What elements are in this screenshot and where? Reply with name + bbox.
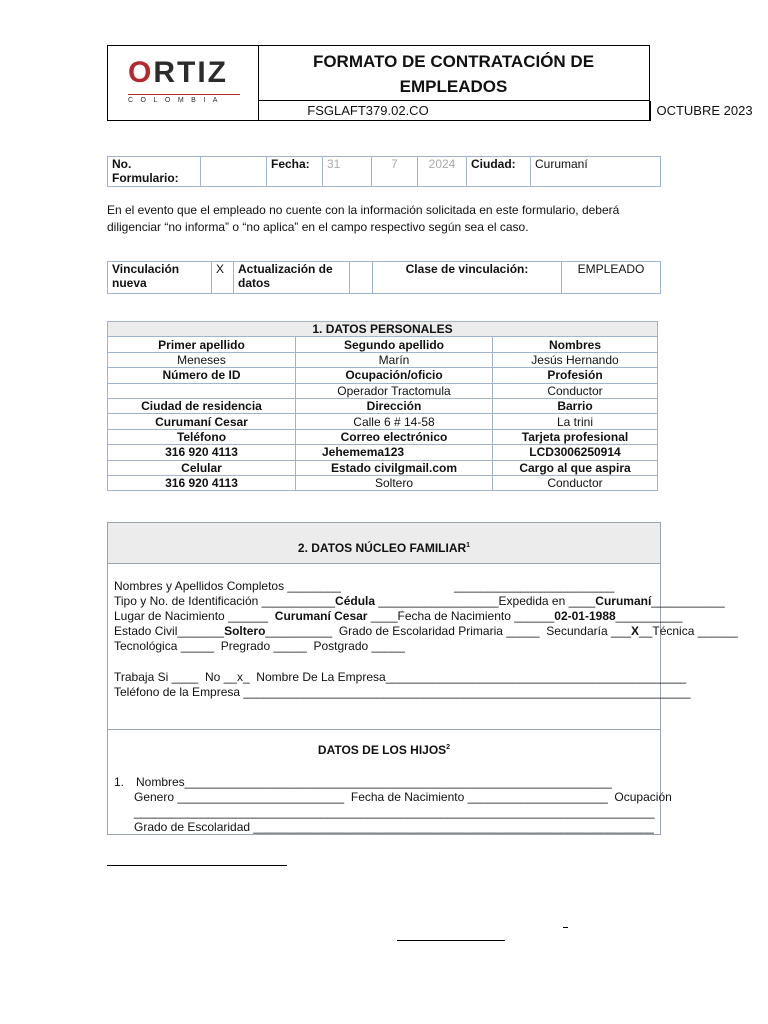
dp-header: Correo electrónico <box>296 429 493 444</box>
logo <box>108 46 259 120</box>
date-day-field[interactable]: 31 <box>323 157 372 187</box>
dp-value[interactable]: LCD3006250914 <box>493 445 658 460</box>
line-value: Curumaní <box>595 594 652 608</box>
dp-value[interactable]: Jehemema123 <box>296 445 493 460</box>
child-occupation-line[interactable]: ______________________________________________________________________________ <box>134 805 655 819</box>
dp-header: Ciudad de residencia <box>108 398 296 413</box>
datos-familiar-section <box>107 522 738 835</box>
vinculacion-table <box>107 261 661 294</box>
line-text: ___________ <box>651 594 725 608</box>
dp-header: Segundo apellido <box>296 337 493 352</box>
line-value: 02-01-1988 <box>554 609 616 623</box>
signature-mark <box>563 927 568 928</box>
footnote-ref: 1 <box>466 542 471 549</box>
form-version-date: OCTUBRE 2023 <box>650 101 758 121</box>
child-education-line[interactable]: Grado de Escolaridad ____________________________________________________________ <box>134 820 654 834</box>
family-company-phone-line[interactable]: Teléfono de la Empresa ___________________________________________________________________ <box>114 685 691 699</box>
dp-value[interactable]: Soltero <box>296 475 493 490</box>
date-year-field[interactable]: 2024 <box>418 157 467 187</box>
dp-value[interactable]: Marín <box>296 352 493 367</box>
form-number-field[interactable] <box>201 157 267 187</box>
child-gender-line[interactable]: Genero _________________________ Fecha de Nacimiento _____________________ Ocupación <box>134 790 672 804</box>
line-text: Estado Civil_______ <box>114 624 225 638</box>
dp-value[interactable]: 316 920 4113 <box>108 445 296 460</box>
dp-value[interactable]: 316 920 4113 <box>108 475 296 490</box>
dp-value[interactable] <box>108 383 296 398</box>
date-label: Fecha: <box>267 157 323 187</box>
datos-familiar-title-band <box>108 523 660 564</box>
line-text: __________ <box>615 609 683 623</box>
dp-header: Tarjeta profesional <box>493 429 658 444</box>
dp-header: Primer apellido <box>108 337 296 352</box>
datos-personales-table <box>107 321 658 491</box>
signature-line <box>397 940 505 941</box>
line-text: ____Fecha de Nacimiento ______ <box>367 609 555 623</box>
dp-value[interactable]: Operador Tractomula <box>296 383 493 398</box>
form-meta-table <box>107 156 661 187</box>
vinculacion-nueva-label: Vinculación nueva <box>108 262 212 294</box>
dp-value[interactable]: Conductor <box>493 383 658 398</box>
actualizacion-label: Actualización de datos <box>234 262 350 294</box>
city-field[interactable]: Curumaní <box>531 157 661 187</box>
family-birth-line[interactable] <box>114 609 682 623</box>
dp-value[interactable]: Calle 6 # 14-58 <box>296 414 493 429</box>
logo-subtitle: COLOMBIA <box>128 97 225 104</box>
dp-header: Nombres <box>493 337 658 352</box>
child-number: 1. <box>114 775 125 789</box>
line-value: Curumaní Cesar <box>274 609 368 623</box>
logo-wordmark: ORTIZ <box>128 56 228 89</box>
footnote-separator <box>107 865 287 866</box>
family-id-line[interactable] <box>114 594 725 608</box>
line-value: Cédula <box>335 594 376 608</box>
dp-header: Profesión <box>493 368 658 383</box>
footnote-ref: 2 <box>446 744 451 751</box>
child-name-line[interactable]: Nombres________________________________________________________________ <box>136 775 612 789</box>
dp-header: Cargo al que aspira <box>493 460 658 475</box>
line-value: X <box>631 624 640 638</box>
dp-header: Teléfono <box>108 429 296 444</box>
line-text: Lugar de Nacimiento ______ <box>114 609 275 623</box>
family-civil-line[interactable] <box>114 624 738 638</box>
dp-header: Dirección <box>296 398 493 413</box>
clase-vinculacion-value[interactable]: EMPLEADO <box>562 262 661 294</box>
date-month-field[interactable]: 7 <box>372 157 418 187</box>
line-text: __________________Expedida en ____ <box>375 594 596 608</box>
clase-vinculacion-label: Clase de vinculación: <box>373 262 562 294</box>
dp-header: Ocupación/oficio <box>296 368 493 383</box>
dp-value[interactable]: Jesús Hernando <box>493 352 658 367</box>
datos-hijos-title <box>108 743 660 757</box>
section-divider <box>108 729 660 730</box>
city-label: Ciudad: <box>467 157 531 187</box>
instructions-note: En el evento que el empleado no cuente con la información solicitada en este formulario, deberá diligenciar “no informa” o “no aplica” en el campo respectivo según sea el caso. <box>107 203 620 234</box>
dp-value[interactable]: La trini <box>493 414 658 429</box>
form-number-label: No. Formulario: <box>108 157 201 187</box>
family-work-line[interactable]: Trabaja Si ____ No __x_ Nombre De La Empresa_____________________________________________ <box>114 670 687 684</box>
form-code: FSGLAFT379.02.CO <box>307 103 429 118</box>
line-text: __________ Grado de Escolaridad Primaria _____ Secundaría ___ <box>265 624 632 638</box>
dp-value[interactable]: Meneses <box>108 352 296 367</box>
form-title: FORMATO DE CONTRATACIÓN DE EMPLEADOS <box>312 52 595 96</box>
line-value: Soltero <box>224 624 266 638</box>
dp-header: Celular <box>108 460 296 475</box>
dp-value[interactable]: Conductor <box>493 475 658 490</box>
dp-header: Estado civilgmail.com <box>296 460 493 475</box>
family-name-line[interactable]: Nombres y Apellidos Completos ________ ________________________ <box>114 579 615 593</box>
actualizacion-mark[interactable] <box>350 262 373 294</box>
datos-hijos-title-text: DATOS DE LOS HIJOS <box>317 743 447 757</box>
dp-header: Barrio <box>493 398 658 413</box>
line-text: Tipo y No. de Identificación ___________ <box>114 594 336 608</box>
logo-divider <box>128 94 240 95</box>
vinculacion-nueva-mark[interactable]: X <box>212 262 234 294</box>
line-text: __Técnica ______ <box>639 624 738 638</box>
datos-personales-title: 1. DATOS PERSONALES <box>108 322 658 337</box>
form-header <box>107 45 753 121</box>
family-education-line[interactable]: Tecnológica _____ Pregrado _____ Postgrado _____ <box>114 639 405 653</box>
datos-familiar-title: 2. DATOS NÚCLEO FAMILIAR <box>297 541 467 555</box>
form-code-row <box>258 100 753 121</box>
dp-value[interactable]: Curumaní Cesar <box>108 414 296 429</box>
dp-header: Número de ID <box>108 368 296 383</box>
